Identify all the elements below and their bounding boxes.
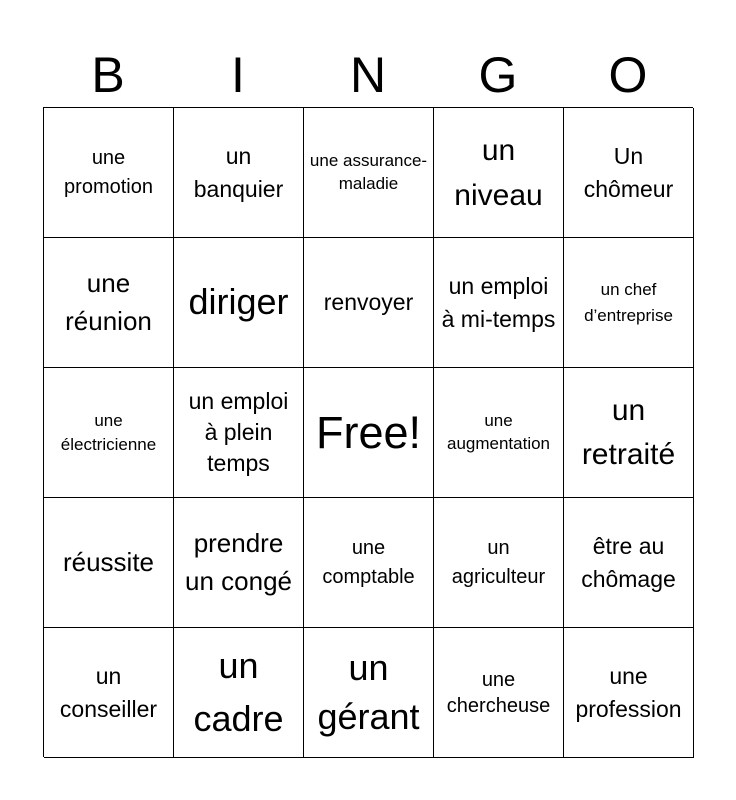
cell-label: Free! bbox=[315, 406, 422, 458]
cell-label: un conseiller bbox=[59, 663, 158, 722]
bingo-cell[interactable] bbox=[304, 628, 434, 758]
bingo-header bbox=[43, 44, 693, 106]
bingo-cell[interactable] bbox=[44, 108, 174, 238]
cell-label: un emploi à mi-temps bbox=[441, 273, 556, 332]
bingo-cell[interactable] bbox=[44, 628, 174, 758]
header-letter-o: O bbox=[608, 47, 648, 103]
cell-label: un chef d’entreprise bbox=[584, 280, 673, 325]
cell-label: un emploi à plein temps bbox=[188, 387, 289, 477]
cell-label: un gérant bbox=[317, 646, 420, 737]
bingo-cell[interactable] bbox=[44, 498, 174, 628]
cell-label: un cadre bbox=[193, 645, 284, 739]
bingo-cell[interactable] bbox=[434, 498, 564, 628]
bingo-cell[interactable] bbox=[564, 628, 694, 758]
header-letter-n: N bbox=[349, 47, 387, 103]
header-letter-b: B bbox=[91, 47, 125, 103]
header-letter-i: I bbox=[231, 47, 245, 103]
cell-label: une comptable bbox=[322, 536, 415, 588]
bingo-cell[interactable] bbox=[304, 238, 434, 368]
bingo-cell[interactable] bbox=[174, 368, 304, 498]
cell-label: une réunion bbox=[65, 267, 152, 336]
cell-label: une augmentation bbox=[446, 410, 551, 453]
cell-label: un agriculteur bbox=[451, 536, 546, 588]
bingo-cell[interactable] bbox=[174, 628, 304, 758]
bingo-cell[interactable] bbox=[44, 368, 174, 498]
cell-label: une chercheuse bbox=[446, 668, 551, 717]
bingo-cell[interactable] bbox=[304, 498, 434, 628]
cell-label: un retraité bbox=[581, 394, 676, 471]
cell-label: un niveau bbox=[454, 133, 543, 212]
cell-label: une assurance-maladie bbox=[309, 151, 428, 193]
cell-label: réussite bbox=[62, 546, 155, 577]
bingo-cell[interactable] bbox=[564, 368, 694, 498]
bingo-cell[interactable] bbox=[174, 108, 304, 238]
bingo-cell[interactable] bbox=[434, 628, 564, 758]
cell-label: renvoyer bbox=[323, 289, 414, 316]
bingo-grid bbox=[43, 107, 693, 757]
cell-label: Un chômeur bbox=[583, 143, 674, 202]
cell-label: une profession bbox=[575, 663, 682, 722]
cell-label: être au chômage bbox=[581, 533, 676, 592]
free-space[interactable] bbox=[304, 368, 434, 498]
cell-label: un banquier bbox=[193, 143, 284, 202]
bingo-cell[interactable] bbox=[434, 108, 564, 238]
bingo-cell[interactable] bbox=[434, 368, 564, 498]
bingo-cell[interactable] bbox=[44, 238, 174, 368]
bingo-cell[interactable] bbox=[304, 108, 434, 238]
cell-label: prendre un congé bbox=[185, 527, 292, 596]
header-letter-g: G bbox=[478, 47, 518, 103]
bingo-cell[interactable] bbox=[174, 498, 304, 628]
cell-label: une électricienne bbox=[60, 410, 157, 454]
bingo-cell[interactable] bbox=[434, 238, 564, 368]
bingo-cell[interactable] bbox=[174, 238, 304, 368]
bingo-cell[interactable] bbox=[564, 498, 694, 628]
bingo-cell[interactable] bbox=[564, 108, 694, 238]
cell-label: une promotion bbox=[64, 146, 153, 198]
cell-label: diriger bbox=[188, 281, 289, 323]
bingo-cell[interactable] bbox=[564, 238, 694, 368]
